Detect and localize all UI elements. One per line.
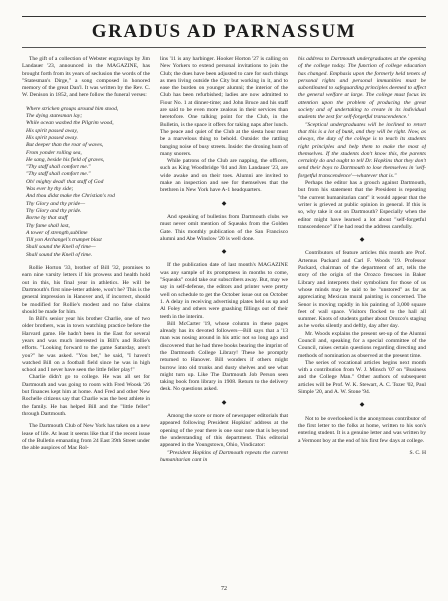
paragraph-squeaks: And speaking of bulletins from Dartmouth clubs we must never omit mention of Squeaks from the Golden Gate. This monthly publication of the San Francisco alumni and Abe Winslow '20 is well done. xyxy=(160,213,288,242)
poem-statesmans-dirge xyxy=(26,106,150,259)
paragraph-rollie-horton: Rollie Horton '33, brother of Bill '32, promises to earn nine varsity letters if his prowess and health hold out in this, his final year in athletics. He will be Dartmouth's first nine-letter athlete, won't he? This is the general impression in Hanover and, if incorrect, should be modified for Rollie's modest and no false claims should be made for him. xyxy=(22,265,150,315)
poem-line: Shall sound the Knell of time— xyxy=(26,244,96,251)
paragraph-intro: The gift of a collection of Webster engravings by Jim Landauer '23, announced in the MAGAZINE, has brought forth from its years of seclusion the words of the "Statesman's Dirge," a song composed in honored memory of the great Dan'l. It was written by the Rev. C. W. Denison in 1852, and here follow the funeral verses: xyxy=(22,56,150,99)
paragraph-bill-senior-year: In Bill's senior year his brother Charlie, one of two older brothers, was in town watching practice before the Harvard game. He hadn't been in the East for several years and was much interested in Bill's and Rollie's efforts. "Looking forward to the game Saturday, aren't you?" he was asked. "You bet," he said, "I haven't watched Bill on a football field since he was in high school and I never have seen the little feller play!" xyxy=(22,316,150,374)
paragraph-dartmouth-club: The Dartmouth Club of New York has taken on a new lease of life. At least it seems like that if the recent issue of the Bulletin emanating from 24 East 39th Street under the able auspices of Mac Rol- xyxy=(22,423,150,452)
poem-line: "Thy staff shall comfort me." xyxy=(26,171,91,178)
poem-line: Oh! mighty dead! that staff of God xyxy=(26,178,104,185)
poem-line: Till yon Archangel's trumpet blast xyxy=(26,237,102,244)
poem-line: While ocean washed the Pilgrim wood, xyxy=(26,120,114,127)
paragraph-editor-grouch: Perhaps the editor has a grouch against Dartmouth, but from his statement that the President is repeating "the current humanitarian cant" it would appear that the writer is grieved at public opinion in general. If this is so, why take it out on Dartmouth? Especially when the editor might have learned a lot about "self-forgetful transcendence" if he had read the address carefully. xyxy=(298,180,426,230)
poem-line: Borne by that staff xyxy=(26,215,68,222)
editorial-quote-second: "Sceptical undergraduates will be inclined to retort that this is a lot of bunk, and they will be right. Now, as always, the duty of the college is to teach its students right principles and help them to make the most of themselves. If the students don't know this, the parents certainly do and ought to tell Dr. Hopkins that they don't send their boys to Dartmouth to lose themselves in 'self-forgetful transcendence'—whatever that is." xyxy=(298,121,426,179)
paragraph-editorials: Among the score or more of newspaper editorials that appeared following President Hopkins' address at the opening of the year there is one sour note that is beyond the understanding of this department. This editorial appeared in the Youngstown, Ohio, Vindicator: xyxy=(160,413,288,449)
section-divider: ◆ xyxy=(359,237,365,244)
poem-line: He sang, beside his field of graves, xyxy=(26,156,105,163)
paragraph-club-officers: While patrons of the Club are napping, the officers, such as King Woodbridge '04 and Jim Landauer '23, are wide awake and on their toes. Alumni are invited to make an inspection and see for themselves that the brethren in New York have A-1 headquarters. xyxy=(160,158,288,194)
paragraph-anonymous-letter: Not to be overlooked is the anonymous contributor of the first letter to the folks at home, written to his son's entering student. It is a genuine letter and was written by a Vermont boy at the end of his first few days at college. xyxy=(298,415,426,444)
poem-stanza xyxy=(26,179,150,215)
top-rule xyxy=(22,16,426,17)
poem-stanza xyxy=(26,106,150,142)
paragraph-woods: Mr. Woods explains the present set-up of the Alumni Council and, speaking for a special committee of the Council, raises certain questions regarding directing and methods of nomination as observed at the present time. xyxy=(298,330,426,359)
section-divider: ◆ xyxy=(221,399,227,406)
section-divider: ◆ xyxy=(221,200,227,207)
editorial-quote: "President Hopkins of Dartmouth repeats the current humanitarian cant in xyxy=(160,449,288,463)
poem-stanza xyxy=(26,142,150,178)
paragraph-contributors: Contributors of feature articles this month are Prof. Artemus Packard and Carl F. Woods '19. Professor Packard, chairman of the department of art, tells the story of the origin of the Orozco frescoes in Baker Library and interprets their symbolism for those of us whose minds may be said to be "unstored" as far as appreciating Mexican mural painting is concerned. The Senor is moving rapidly in his painting of 3,000 square feet of wall space. Visitors flocked to the hall all summer. Knots of students gather about Orozco's staging as he works silently and deftly, day after day. xyxy=(298,250,426,330)
paragraph-bill-mccarter: Bill McCarter '19, whose column in these pages already has its devoted followers—Bill says that a '13 man was nosing around in his attic not so long ago and discovered that he had three books bearing the imprint of the Dartmouth College Library! These he promptly returned to Hanover. Bill wonders if others might burrow into old trunks and dusty shelves and see what might turn up. Like The Dartmouth Job Person seen taking book from library in 1908. Return to the delivery desk. No questions asked. xyxy=(160,320,288,393)
poem-line: Thy Glory and thy pride. xyxy=(26,207,82,214)
page-title: GRADUS AD PARNASSUM xyxy=(91,21,357,42)
paragraph-charlie: Charlie didn't go to college. He was all set for Dartmouth and was going to room with Fred Woosk '26 but finances kept him at home. And Fred and other New Rochelle citizens say that Charlie was the best athlete in the family. He has helped Bill and the "little feller" through Dartmouth. xyxy=(22,374,150,417)
editorial-quote-continued: his address to Dartmouth undergraduates at the opening of the college today. The function of college education has changed. Emphasis upon the formerly held tenets of personal rights and personal immunities must be subordinated to safeguarding principles deemed to affect the general welfare at large. The college must focus its attention upon the problem of producing the great society and of undertaking to create in its individual students the zest for self-forgetful transcendence.' xyxy=(298,56,426,121)
poem-line: The dying statesman lay; xyxy=(26,113,83,120)
poem-line: Thy fame shall last, xyxy=(26,222,70,229)
poem-line: "Thy staff shall comfort me." xyxy=(26,164,91,171)
poem-line: A tower of strength,sublime xyxy=(26,229,88,236)
title-rule xyxy=(22,47,426,48)
paragraph-club-continued: lins '11 is any harbinger. Hooker Horton '27 is calling on New Yorkers to extend personal invitations to join the Club; the dues have been adjusted to care for such things as men living outside the City but working in it, and to ease the burden on younger alumni; the interior of the Club has been refurbished; ladies are now admitted to Fiour No. 1 at dinner-time; and John Bruce and his staff are said to be even more zealous in their services than heretofore. One talking point for the Club, in the Bulletin, is the space it offers for taking naps after lunch. The peace and quiet of the Club at the siesta hour must be a marvelous thing to behold. Outside: the rattling banging noise of busy streets. Inside: the droning hum of many snorers. xyxy=(160,56,288,157)
signature: S. C. H xyxy=(409,449,426,456)
poem-line: Thy Glory and thy pride— xyxy=(26,200,86,207)
poem-line: And thou didst make the Christian's rod xyxy=(26,193,115,200)
page-number: 72 xyxy=(221,586,227,592)
article-columns xyxy=(22,56,426,601)
paragraph-publication-date: If the publication date of last month's MAGAZINE was any sample of its promptness in months to come, "Squeaks" could take our subscribers away. But, may we say in self-defense, the editors and printer were pretty well on schedule to get the October issue out on October 1. A delay in receiving advertising plates held us up and Al Foley and others were gnashing fillings out of their teeth in the interim. xyxy=(160,262,288,320)
column-2 xyxy=(160,56,288,601)
section-divider: ◆ xyxy=(221,249,227,256)
column-3 xyxy=(298,56,426,601)
poem-line: Shall sound the Knell of time. xyxy=(26,251,93,258)
poem-line: But deeper than the roar of waves, xyxy=(26,142,104,149)
poem-line: His spirit passed away. xyxy=(26,134,78,141)
poem-line: Where stricken groups around him stood, xyxy=(26,105,119,112)
column-1 xyxy=(22,56,150,601)
poem-line: Was ever by thy side; xyxy=(26,186,74,193)
paragraph-vocational-series: The series of vocational articles begins next month with a contribution from W. J. Minsch '07 on "Business and the College Man." Other authors of subsequent articles will be Prof. W. K. Stewart, A. C. Tozer '02, Paul Simple '20, and A. W. Stone '94. xyxy=(298,359,426,396)
poem-stanza xyxy=(26,215,150,259)
section-divider: ◆ xyxy=(359,402,365,409)
poem-line: His spirit passed away, xyxy=(26,127,78,134)
poem-line: From yonder rolling sea, xyxy=(26,149,82,156)
